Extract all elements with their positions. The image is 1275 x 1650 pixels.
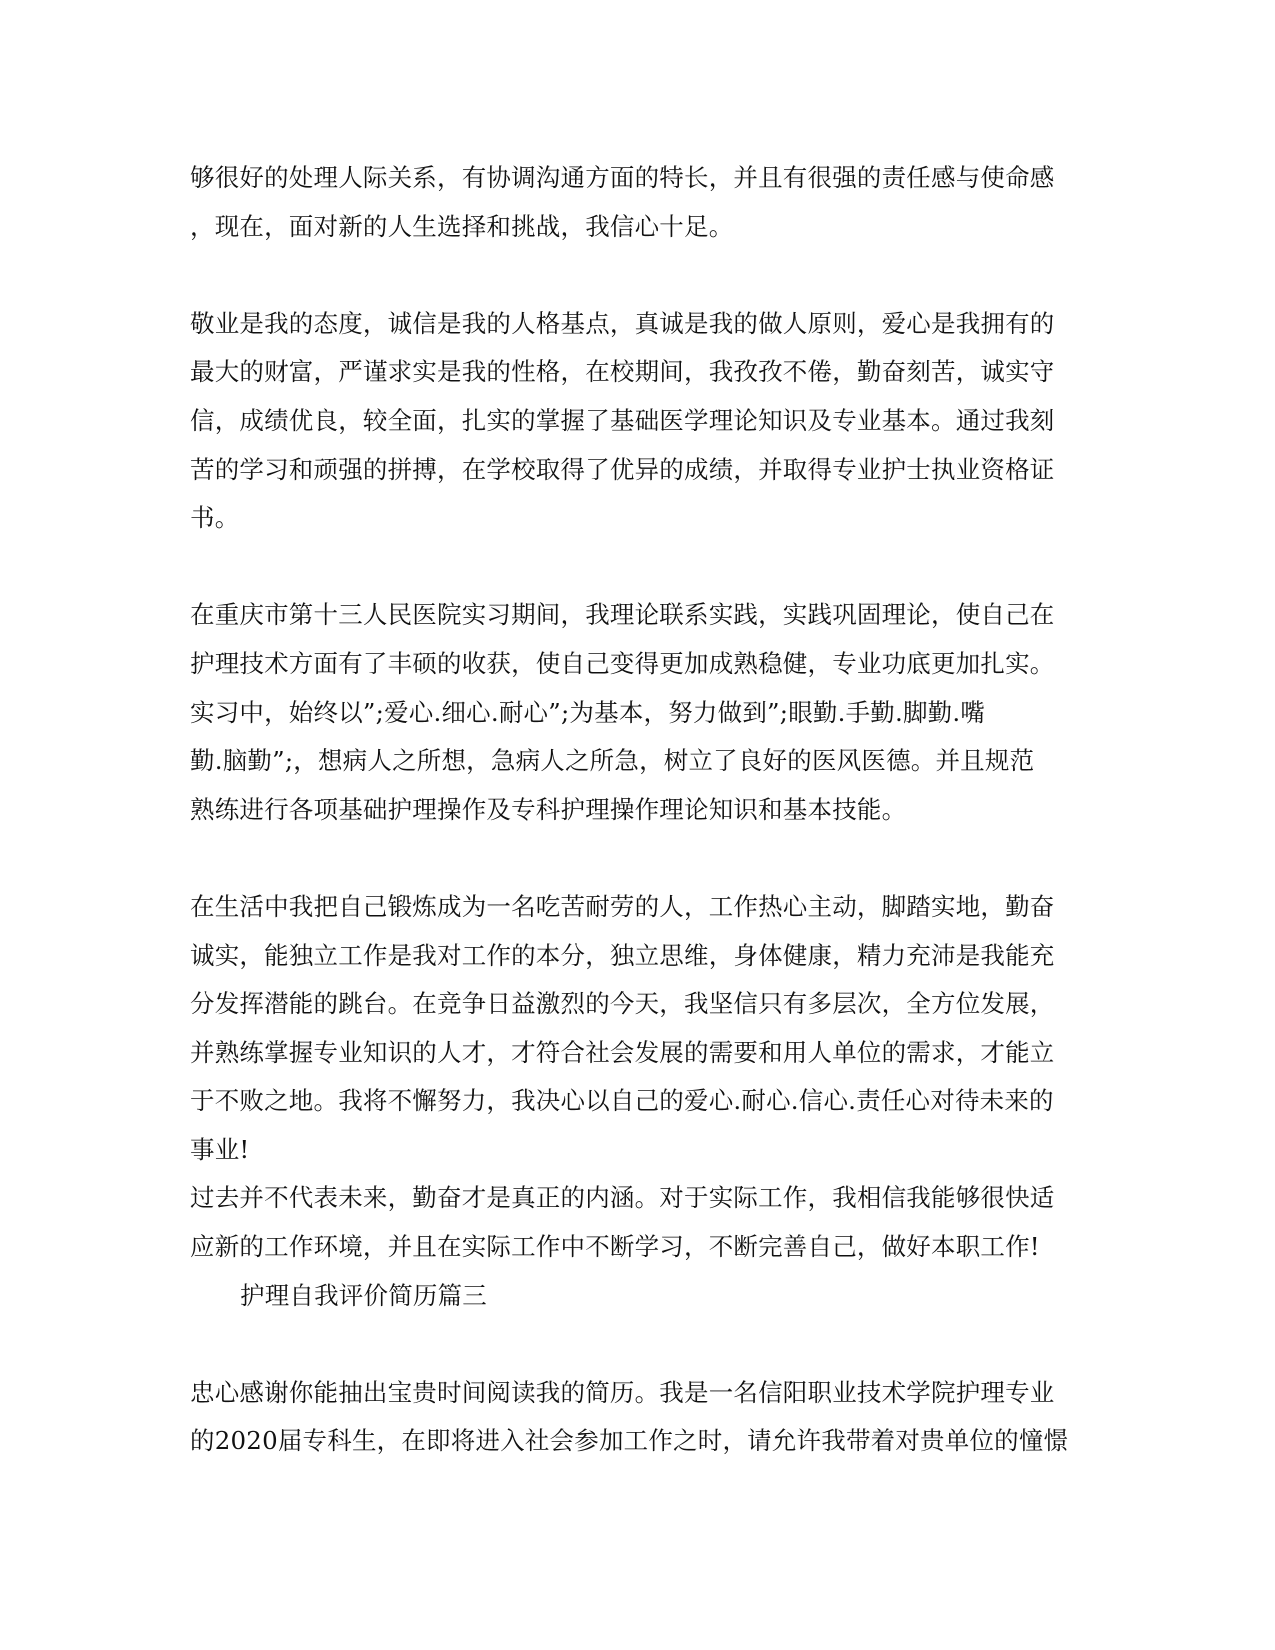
paragraph-interpersonal	[190, 154, 1090, 251]
text-line: 并熟练掌握专业知识的人才，才符合社会发展的需要和用人单位的需求，才能立	[190, 1037, 1055, 1067]
text-line: 信，成绩优良，较全面，扎实的掌握了基础医学理论知识及专业基本。通过我刻	[190, 405, 1055, 435]
text-line: 护理技术方面有了丰硕的收获，使自己变得更加成熟稳健，专业功底更加扎实。	[190, 648, 1055, 678]
paragraph-internship	[190, 591, 1090, 834]
document-body	[190, 154, 1090, 1466]
paragraph-spacer	[190, 251, 1090, 300]
text-line: 熟练进行各项基础护理操作及专科护理操作理论知识和基本技能。	[190, 794, 907, 824]
text-line: 够很好的处理人际关系，有协调沟通方面的特长，并且有很强的责任感与使命感	[190, 163, 1055, 192]
text-line: 于不败之地。我将不懈努力，我决心以自己的爱心.耐心.信心.责任心对待未来的	[190, 1086, 1054, 1116]
text-line: 过去并不代表未来，勤奋才是真正的内涵。对于实际工作，我相信我能够很快适	[190, 1183, 1055, 1213]
text-line: 应新的工作环境，并且在实际工作中不断学习，不断完善自己，做好本职工作!	[190, 1232, 1040, 1262]
text-line: 事业!	[190, 1134, 250, 1164]
text-line: 在生活中我把自己锻炼成为一名吃苦耐劳的人，工作热心主动，脚踏实地，勤奋	[190, 891, 1055, 921]
section-heading-block	[190, 1272, 1090, 1321]
section-heading: 护理自我评价简历篇三	[240, 1280, 487, 1310]
text-line: 勤.脑勤”;，想病人之所想，急病人之所急，树立了良好的医风医德。并且规范	[190, 746, 1035, 776]
paragraph-thanks	[190, 1369, 1090, 1466]
paragraph-life	[190, 883, 1090, 1272]
text-line: 最大的财富，严谨求实是我的性格，在校期间，我孜孜不倦，勤奋刻苦，诚实守	[190, 357, 1055, 387]
text-line: 分发挥潜能的跳台。在竞争日益激烈的今天，我坚信只有多层次，全方位发展，	[190, 989, 1055, 1019]
text-line: 苦的学习和顽强的拼搏，在学校取得了优异的成绩，并取得专业护士执业资格证	[190, 454, 1055, 484]
text-line: 诚实，能独立工作是我对工作的本分，独立思维，身体健康，精力充沛是我能充	[190, 940, 1055, 970]
text-line: 的2020届专科生，在即将进入社会参加工作之时，请允许我带着对贵单位的憧憬	[190, 1426, 1069, 1456]
paragraph-spacer	[190, 834, 1090, 883]
text-line: 忠心感谢你能抽出宝贵时间阅读我的简历。我是一名信阳职业技术学院护理专业	[190, 1377, 1055, 1407]
text-line: 敬业是我的态度，诚信是我的人格基点，真诚是我的做人原则，爱心是我拥有的	[190, 308, 1055, 338]
paragraph-attitude	[190, 300, 1090, 543]
paragraph-spacer	[190, 543, 1090, 592]
text-line: ，现在，面对新的人生选择和挑战，我信心十足。	[190, 211, 734, 241]
text-line: 在重庆市第十三人民医院实习期间，我理论联系实践，实践巩固理论，使自己在	[190, 600, 1055, 630]
text-line: 实习中，始终以”;爱心.细心.耐心”;为基本，努力做到”;眼勤.手勤.脚勤.嘴	[190, 697, 986, 727]
text-line: 书。	[190, 503, 240, 533]
paragraph-spacer	[190, 1320, 1090, 1369]
